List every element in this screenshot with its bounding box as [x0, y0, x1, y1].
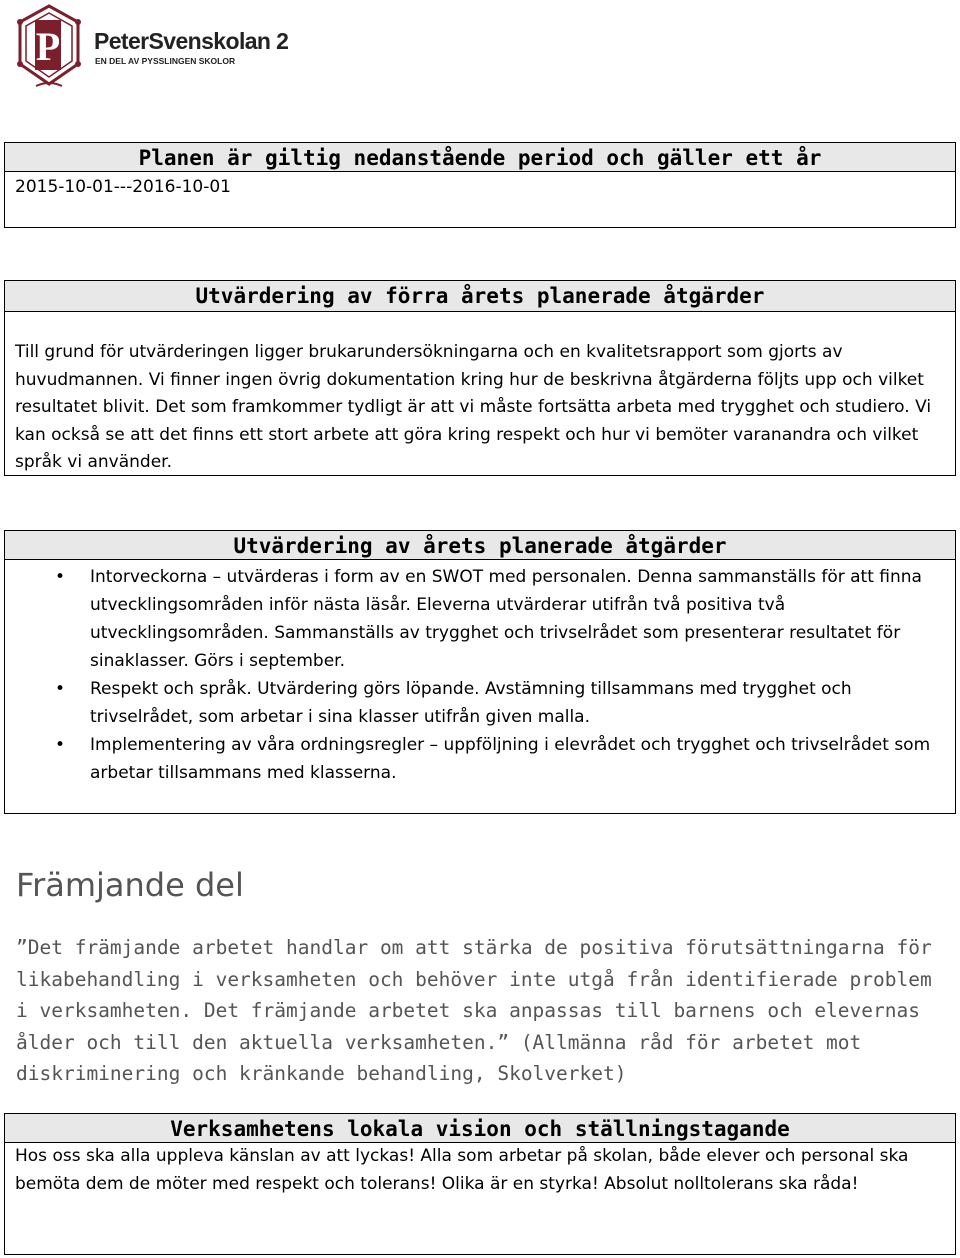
- list-item-text: Implementering av våra ordningsregler – uppföljning i elevrådet och trygghet och trivselrådet som arbetar tillsammans med klasserna.: [90, 735, 931, 783]
- evaluation-list: [5, 560, 955, 787]
- validity-period-heading: Planen är giltig nedanstående period och gäller ett år: [5, 143, 955, 172]
- school-name: PeterSvenskolan 2: [94, 28, 289, 54]
- list-item: [55, 731, 945, 787]
- this-year-evaluation-section: [4, 530, 956, 814]
- promotion-title: Främjande del: [16, 866, 244, 904]
- last-year-evaluation-section: [4, 280, 956, 476]
- vision-text: Hos oss ska alla uppleva känslan av att lyckas! Alla som arbetar på skolan, både elever och personal ska bemöta dem de möter med respekt och tolerans! Olika är en styrka! Absolut nolltolerans ska råda!: [15, 1146, 909, 1194]
- last-year-evaluation-text: Till grund för utvärderingen ligger brukarundersökningarna och en kvalitetsrapport som gjorts av huvudmannen. Vi finner ingen övrig dokumentation kring hur de beskrivna åtgärderna följts upp och vilket resultatet blivit. Det som framkommer tydligt är att vi måste fortsätta arbeta med trygghet och studiero. Vi kan också se att det finns ett stort arbete att göra kring respekt och hur vi bemöter varanandra och vilket språk vi använder.: [15, 342, 932, 473]
- school-subtitle: EN DEL AV PYSSLINGEN SKOLOR: [95, 56, 236, 66]
- bullet-icon: •: [55, 679, 66, 699]
- this-year-evaluation-heading: Utvärdering av årets planerade åtgärder: [5, 531, 955, 560]
- school-crest-icon: [14, 2, 84, 90]
- validity-period-dates: 2015-10-01---2016-10-01: [15, 177, 231, 197]
- bullet-icon: •: [55, 567, 66, 587]
- vision-section: [4, 1113, 956, 1255]
- bullet-icon: •: [55, 735, 66, 755]
- promotion-quote: ”Det främjande arbetet handlar om att stärka de positiva förutsättningarna för likabehandling i verksamheten och behöver inte utgå från identifierade problem i verksamheten. Det främjande arbetet ska anpassas till barnens och elevernas ålder och till den aktuella verksamheten.” (Allmänna råd för arbetet mot diskriminering och kränkande behandling, Skolverket): [16, 936, 932, 1086]
- vision-heading: Verksamhetens lokala vision och ställningstagande: [5, 1114, 955, 1143]
- list-item: [55, 563, 945, 675]
- list-item-text: Intorveckorna – utvärderas i form av en SWOT med personalen. Denna sammanställs för att finna utvecklingsområden inför nästa läsår. Eleverna utvärderar utifrån två positiva två utvecklingsområden. Sammanställs av trygghet och trivselrådet som presenterar resultatet för sinaklasser. Görs i september.: [90, 567, 922, 671]
- list-item: [55, 675, 945, 731]
- last-year-evaluation-heading: Utvärdering av förra årets planerade åtgärder: [5, 281, 955, 312]
- school-logo: [14, 2, 314, 90]
- validity-period-section: [4, 142, 956, 228]
- svg-text:P: P: [35, 24, 61, 69]
- list-item-text: Respekt och språk. Utvärdering görs löpande. Avstämning tillsammans med trygghet och trivselrådet, som arbetar i sina klasser utifrån given malla.: [90, 679, 852, 727]
